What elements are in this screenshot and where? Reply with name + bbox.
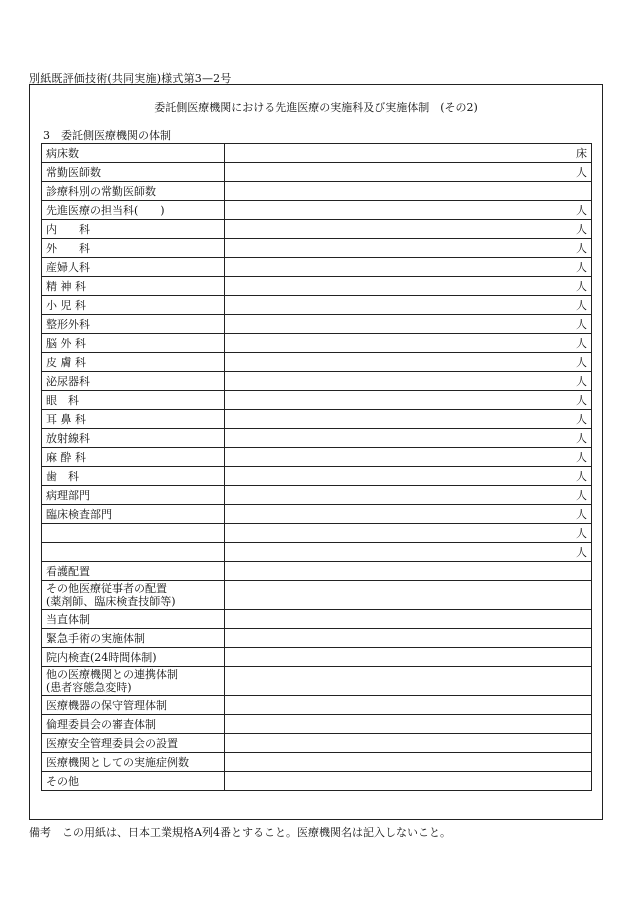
row-label-line: その他	[46, 774, 79, 788]
department-label	[42, 524, 225, 543]
row-value-field[interactable]	[225, 562, 592, 581]
table-row	[42, 753, 592, 772]
row-value-field[interactable]	[225, 648, 592, 667]
department-count-field[interactable]: 人	[225, 448, 592, 467]
department-row	[42, 543, 592, 562]
department-row	[42, 258, 592, 277]
department-label: 整形外科	[42, 315, 225, 334]
department-count-field[interactable]: 人	[225, 258, 592, 277]
department-row	[42, 372, 592, 391]
form-frame	[29, 84, 603, 820]
row-value-field[interactable]	[225, 667, 592, 696]
department-count-field[interactable]: 人	[225, 334, 592, 353]
department-count-field[interactable]: 人	[225, 239, 592, 258]
department-count-field[interactable]: 人	[225, 486, 592, 505]
row-label	[42, 610, 225, 629]
table-row	[42, 163, 592, 182]
department-label: 精 神 科	[42, 277, 225, 296]
footnote: 備考 この用紙は、日本工業規格A列4番とすること。医療機関名は記入しないこと。	[29, 826, 451, 839]
row-label	[42, 629, 225, 648]
row-label	[42, 696, 225, 715]
department-row	[42, 277, 592, 296]
table-row	[42, 715, 592, 734]
row-value-field[interactable]	[225, 734, 592, 753]
department-label: 病理部門	[42, 486, 225, 505]
department-row	[42, 315, 592, 334]
row-label-line: 看護配置	[46, 564, 90, 578]
row-label-line: 院内検査(24時間体制)	[46, 650, 157, 664]
department-row	[42, 486, 592, 505]
row-value-field[interactable]: 人	[225, 163, 592, 182]
table-row	[42, 772, 592, 791]
department-row	[42, 239, 592, 258]
row-label	[42, 715, 225, 734]
table-row	[42, 734, 592, 753]
table-row	[42, 182, 592, 201]
row-value-field[interactable]: 床	[225, 144, 592, 163]
department-label: 歯 科	[42, 467, 225, 486]
row-label-line: 当直体制	[46, 612, 90, 626]
row-label	[42, 667, 225, 696]
department-count-field[interactable]: 人	[225, 277, 592, 296]
department-label: 放射線科	[42, 429, 225, 448]
row-label	[42, 734, 225, 753]
department-count-field[interactable]: 人	[225, 391, 592, 410]
department-row	[42, 201, 592, 220]
row-label-line: 他の医療機関との連携体制	[46, 668, 178, 681]
department-label: 小 児 科	[42, 296, 225, 315]
department-row	[42, 448, 592, 467]
row-value-field[interactable]	[225, 581, 592, 610]
department-row	[42, 353, 592, 372]
row-label	[42, 648, 225, 667]
row-value-field[interactable]	[225, 629, 592, 648]
department-count-field[interactable]: 人	[225, 524, 592, 543]
department-row	[42, 220, 592, 239]
department-count-field[interactable]: 人	[225, 372, 592, 391]
department-label: 泌尿器科	[42, 372, 225, 391]
table-row	[42, 562, 592, 581]
department-row	[42, 334, 592, 353]
table-row	[42, 610, 592, 629]
row-label-line: 医療機器の保守管理体制	[46, 698, 167, 712]
row-label-line: 緊急手術の実施体制	[46, 631, 145, 645]
department-count-field[interactable]: 人	[225, 201, 592, 220]
department-row	[42, 429, 592, 448]
row-label-line: 医療安全管理委員会の設置	[46, 736, 178, 750]
row-label	[42, 753, 225, 772]
department-label: 眼 科	[42, 391, 225, 410]
row-label: 診療科別の常勤医師数	[42, 182, 225, 201]
row-label: 常勤医師数	[42, 163, 225, 182]
row-label-subline: (患者容態急変時)	[46, 681, 132, 694]
row-value-field[interactable]	[225, 772, 592, 791]
table-row	[42, 581, 592, 610]
row-label	[42, 772, 225, 791]
row-label: 病床数	[42, 144, 225, 163]
department-label: 耳 鼻 科	[42, 410, 225, 429]
department-label: 皮 膚 科	[42, 353, 225, 372]
row-value-field[interactable]	[225, 610, 592, 629]
department-count-field[interactable]: 人	[225, 410, 592, 429]
department-count-field[interactable]: 人	[225, 315, 592, 334]
staffing-table	[41, 143, 592, 791]
department-count-field[interactable]: 人	[225, 505, 592, 524]
department-count-field[interactable]: 人	[225, 220, 592, 239]
department-label: 産婦人科	[42, 258, 225, 277]
department-count-field[interactable]: 人	[225, 353, 592, 372]
department-row	[42, 296, 592, 315]
table-row	[42, 144, 592, 163]
row-value-field[interactable]	[225, 715, 592, 734]
department-row	[42, 524, 592, 543]
form-number: 別紙既評価技術(共同実施)様式第3—2号	[29, 72, 232, 85]
department-row	[42, 467, 592, 486]
row-value-field[interactable]	[225, 753, 592, 772]
department-row	[42, 391, 592, 410]
department-row	[42, 505, 592, 524]
row-label	[42, 581, 225, 610]
row-label-subline: (薬剤師、臨床検査技師等)	[46, 595, 176, 608]
table-row	[42, 648, 592, 667]
row-label	[42, 562, 225, 581]
department-label: 脳 外 科	[42, 334, 225, 353]
row-value-field[interactable]	[225, 696, 592, 715]
department-label: 臨床検査部門	[42, 505, 225, 524]
department-label: 先進医療の担当科( )	[42, 201, 225, 220]
section-heading: 3 委託側医療機関の体制	[43, 129, 171, 142]
document-title: 委託側医療機関における先進医療の実施科及び実施体制 (その2)	[154, 101, 478, 114]
row-label-line: その他医療従事者の配置	[46, 582, 167, 595]
department-count-field[interactable]: 人	[225, 296, 592, 315]
table-row	[42, 667, 592, 696]
department-label: 外 科	[42, 239, 225, 258]
row-label-line: 医療機関としての実施症例数	[46, 755, 189, 769]
department-label: 麻 酔 科	[42, 448, 225, 467]
table-row	[42, 629, 592, 648]
department-row	[42, 410, 592, 429]
department-label: 内 科	[42, 220, 225, 239]
row-value-field[interactable]	[225, 182, 592, 201]
department-label	[42, 543, 225, 562]
department-count-field[interactable]: 人	[225, 543, 592, 562]
department-count-field[interactable]: 人	[225, 429, 592, 448]
department-count-field[interactable]: 人	[225, 467, 592, 486]
row-label-line: 倫理委員会の審査体制	[46, 717, 156, 731]
table-row	[42, 696, 592, 715]
